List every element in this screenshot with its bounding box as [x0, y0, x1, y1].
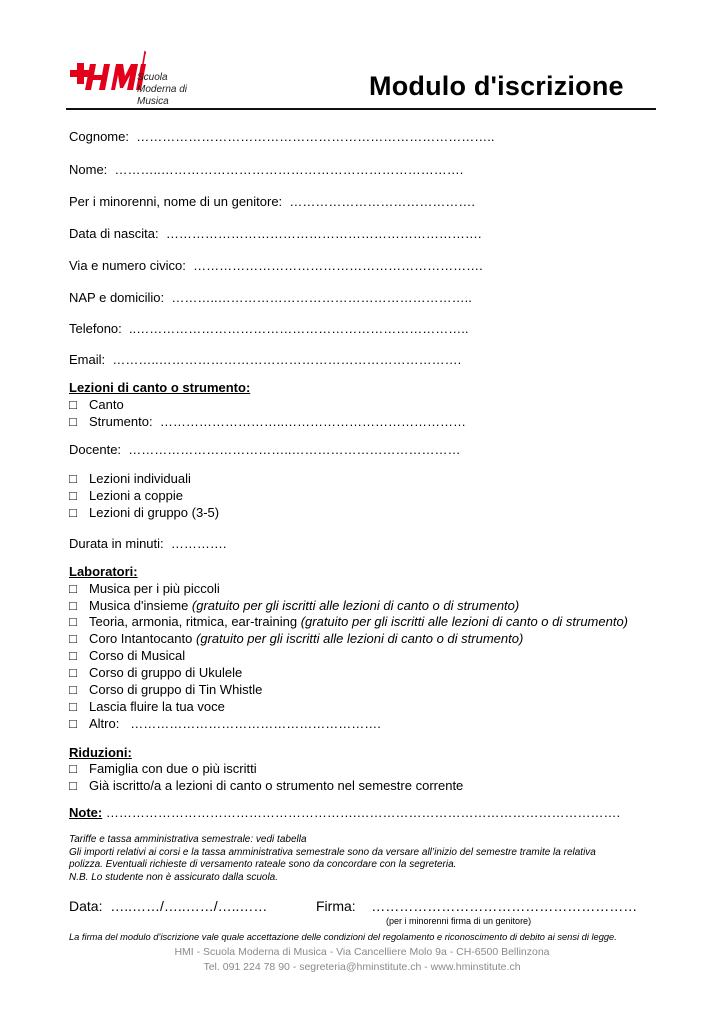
lab-label: Coro Intantocanto [89, 631, 193, 646]
field-genitore[interactable] [69, 194, 475, 209]
reduction-label: Già iscritto/a a lezioni di canto o strumento nel semestre corrente [89, 778, 464, 793]
lab-label: Altro: [89, 716, 120, 731]
lab-label: Teoria, armonia, ritmica, ear-training [89, 614, 298, 629]
field-dots: …………. [170, 536, 227, 551]
field-label: Cognome: [69, 129, 129, 144]
checkbox-icon[interactable]: □ [69, 471, 77, 486]
field-dots: ………………………..…………………………………… [159, 414, 467, 429]
checkbox-icon[interactable]: □ [69, 699, 77, 714]
info-line: Tariffe e tassa amministrativa semestrale: vedi tabella [69, 834, 307, 845]
footer-contacts: Tel. 091 224 78 90 - segreteria@hminstitute.ch - www.hminstitute.ch [203, 961, 521, 973]
checkbox-icon[interactable]: □ [69, 716, 77, 731]
field-nome[interactable] [69, 162, 463, 177]
lab-item[interactable] [69, 581, 220, 596]
firma-label: Firma: [316, 898, 356, 914]
checkbox-icon[interactable]: □ [69, 397, 77, 412]
field-email[interactable] [69, 352, 461, 367]
option-label: Strumento: [89, 414, 153, 429]
field-label: Docente: [69, 442, 122, 457]
checkbox-icon[interactable]: □ [69, 778, 77, 793]
lab-item[interactable] [69, 631, 523, 646]
field-label: Telefono: [69, 321, 122, 336]
lab-label: Musica per i più piccoli [89, 581, 220, 596]
checkbox-icon[interactable]: □ [69, 598, 77, 613]
field-dots: ……………………………………………………………………….. [136, 129, 495, 144]
field-dots: …………………………………………………………. [193, 258, 483, 273]
lab-note: (gratuito per gli iscritti alle lezioni di canto o di strumento) [195, 631, 524, 646]
field-docente[interactable] [69, 442, 461, 457]
checkbox-icon[interactable]: □ [69, 505, 77, 520]
school-name-line: Moderna di [137, 84, 188, 95]
option-lezioni-gruppo[interactable] [69, 505, 219, 520]
field-dots: …………………………………………………. [130, 716, 381, 731]
field-label: Durata in minuti: [69, 536, 164, 551]
field-dots: ………………………………..………………………………… [128, 442, 461, 457]
field-dots: ………………………………………………………………. [165, 226, 482, 241]
field-note[interactable] [69, 805, 620, 820]
field-data-nascita[interactable] [69, 226, 481, 241]
checkbox-icon[interactable]: □ [69, 488, 77, 503]
option-lezioni-individuali[interactable] [69, 471, 191, 486]
reduction-item[interactable] [69, 761, 257, 776]
school-name-line: Scuola [137, 72, 168, 83]
field-label: Per i minorenni, nome di un genitore: [69, 194, 283, 209]
field-label: Data di nascita: [69, 226, 159, 241]
field-dots: ..………………………………………………………………….. [129, 321, 469, 336]
field-durata[interactable] [69, 536, 227, 551]
reduction-item[interactable] [69, 778, 463, 793]
lab-item[interactable] [69, 614, 628, 629]
info-line: polizza. Eventuali richieste di versamento rateale sono da concordare con la segreteria. [69, 859, 457, 870]
lab-item[interactable] [69, 665, 242, 680]
date-dots: …..……/…..……/…..…… [110, 898, 268, 914]
firma-note: (per i minorenni firma di un genitore) [386, 916, 532, 926]
field-label: Email: [69, 352, 106, 367]
lab-item[interactable] [69, 699, 225, 714]
checkbox-icon[interactable]: □ [69, 761, 77, 776]
checkbox-icon[interactable]: □ [69, 665, 77, 680]
note-label: Note: [69, 805, 103, 820]
field-nap-domicilio[interactable] [69, 290, 472, 305]
field-label: Via e numero civico: [69, 258, 186, 273]
field-label: Nome: [69, 162, 108, 177]
lab-item-altro[interactable] [69, 716, 381, 731]
option-label: Lezioni di gruppo (3-5) [89, 505, 220, 520]
checkbox-icon[interactable]: □ [69, 648, 77, 663]
field-label: NAP e domicilio: [69, 290, 165, 305]
reduction-label: Famiglia con due o più iscritti [89, 761, 257, 776]
field-via[interactable] [69, 258, 483, 273]
labs-heading: Laboratori: [69, 564, 138, 579]
info-line: N.B. Lo studente non è assicurato dalla scuola. [69, 871, 279, 883]
info-line: Gli importi relativi ai corsi e la tassa amministrativa semestrale sono da versare all’inizio del semestre tramite la relativa [69, 846, 596, 858]
field-dots: ………………………………………………….……………………………………………………. [105, 805, 621, 820]
legal-text: La firma del modulo d’iscrizione vale quale accettazione delle condizioni del regolamento e riconoscimento di debito ai sensi di legge. [69, 932, 617, 942]
checkbox-icon[interactable]: □ [69, 631, 77, 646]
option-canto[interactable] [69, 397, 124, 412]
lab-label: Corso di gruppo di Tin Whistle [89, 682, 263, 697]
field-firma[interactable] [316, 898, 637, 914]
date-label: Data: [69, 898, 103, 914]
lab-label: Lascia fluire la tua voce [89, 699, 225, 714]
option-strumento[interactable] [69, 414, 466, 429]
option-label: Lezioni individuali [89, 471, 191, 486]
lab-note: (gratuito per gli iscritti alle lezioni di canto o di strumento) [191, 598, 520, 613]
lab-label: Corso di gruppo di Ukulele [89, 665, 243, 680]
hmi-logo [66, 50, 146, 106]
school-name [137, 72, 187, 108]
footer-address: HMI - Scuola Moderna di Musica - Via Cancelliere Molo 9a - CH-6500 Bellinzona [174, 946, 550, 958]
lab-item[interactable] [69, 648, 185, 663]
lab-label: Corso di Musical [89, 648, 186, 663]
option-label: Lezioni a coppie [89, 488, 183, 503]
field-dots: ………..……………………………………………………………. [112, 352, 462, 367]
field-dots: ………..………………………………………………….. [171, 290, 472, 305]
checkbox-icon[interactable]: □ [69, 682, 77, 697]
checkbox-icon[interactable]: □ [69, 414, 77, 429]
checkbox-icon[interactable]: □ [69, 581, 77, 596]
lessons-heading: Lezioni di canto o strumento: [69, 380, 251, 395]
header-divider [66, 108, 656, 110]
page-title: Modulo d'iscrizione [369, 71, 624, 101]
lab-item[interactable] [69, 598, 519, 613]
option-label: Canto [89, 397, 124, 412]
lab-label: Musica d'insieme [89, 598, 189, 613]
option-lezioni-coppie[interactable] [69, 488, 183, 503]
lab-item[interactable] [69, 682, 262, 697]
field-data[interactable] [69, 898, 267, 914]
firma-dots: ………………………………………………… [371, 898, 638, 914]
lab-note: (gratuito per gli iscritti alle lezioni di canto o di strumento) [300, 614, 629, 629]
field-dots: ……………………………………. [289, 194, 476, 209]
info-text [69, 834, 596, 884]
reductions-heading: Riduzioni: [69, 745, 132, 760]
field-cognome[interactable] [69, 129, 494, 144]
field-telefono[interactable] [69, 321, 468, 336]
field-dots: ………..……………………………………………………………. [114, 162, 464, 177]
checkbox-icon[interactable]: □ [69, 614, 77, 629]
school-name-line: Musica [137, 96, 169, 107]
